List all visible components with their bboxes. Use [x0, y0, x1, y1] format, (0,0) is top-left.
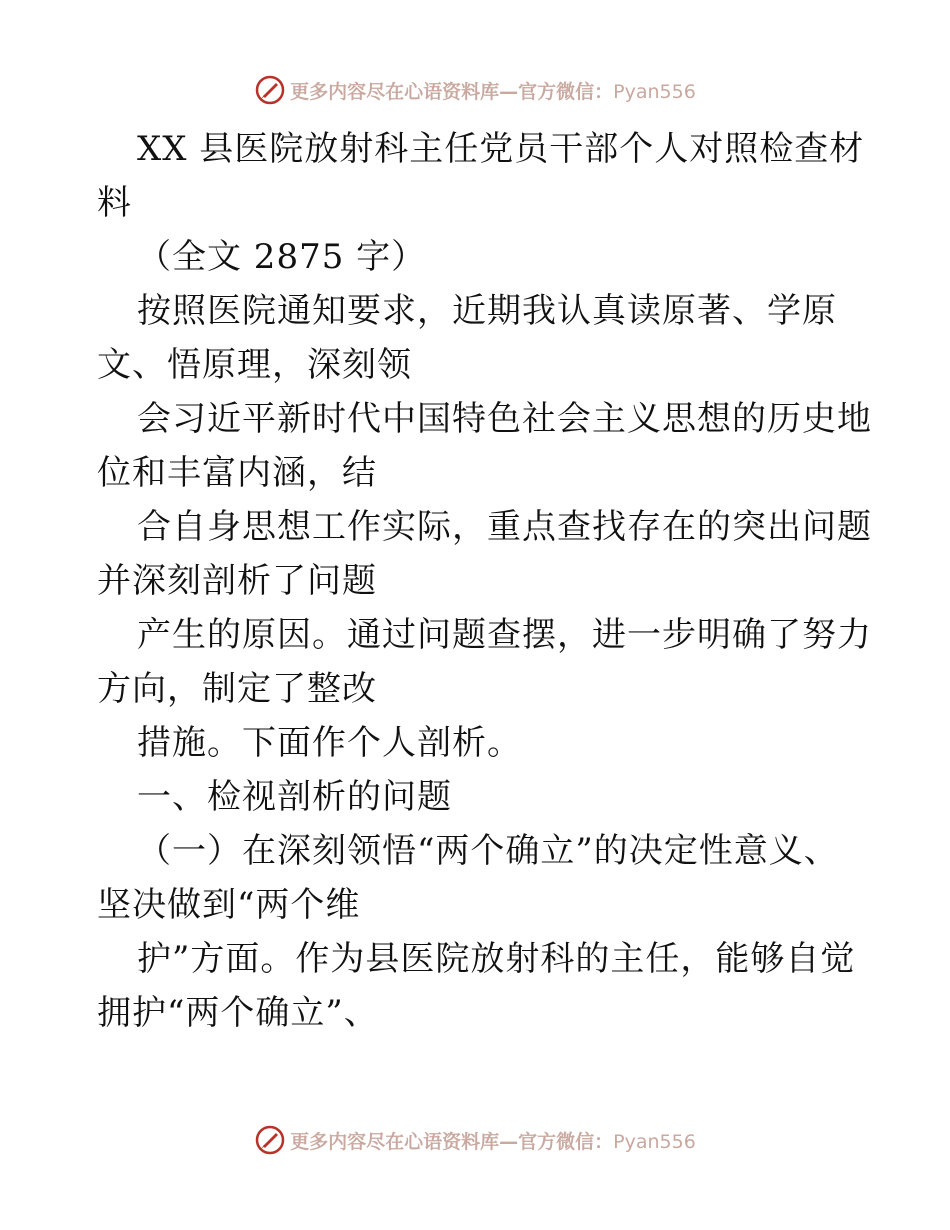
document-line: 位和丰富内涵，结	[97, 453, 377, 493]
document-line: 按照医院通知要求，近期我认真读原著、学原	[137, 291, 837, 331]
document-line: （全文 2875 字）	[137, 237, 427, 277]
header-watermark	[0, 70, 950, 110]
document-line: 文、悟原理，深刻领	[97, 345, 412, 385]
document-line: 措施。下面作个人剖析。	[137, 723, 522, 763]
watermark-text: 更多内容尽在心语资料库—官方微信：	[290, 1130, 614, 1153]
document-line: （一）在深刻领悟“两个确立”的决定性意义、	[137, 831, 839, 871]
quill-pen-logo-icon	[254, 1124, 286, 1156]
document-line: 产生的原因。通过问题查摆，进一步明确了努力	[137, 615, 872, 655]
document-line: 合自身思想工作实际，重点查找存在的突出问题	[137, 507, 872, 547]
document-line: 拥护“两个确立”、	[97, 993, 379, 1033]
document-line: XX 县医院放射科主任党员干部个人对照检查材	[137, 129, 865, 169]
document-body	[97, 122, 872, 1040]
wechat-id: Pyan556	[613, 1130, 696, 1153]
document-line: 并深刻剖析了问题	[97, 561, 377, 601]
footer-watermark	[0, 1120, 950, 1160]
document-line: 方向，制定了整改	[97, 669, 377, 709]
document-line: 护”方面。作为县医院放射科的主任，能够自觉	[137, 939, 856, 979]
document-line: 会习近平新时代中国特色社会主义思想的历史地	[137, 399, 872, 439]
document-line: 料	[97, 183, 132, 223]
wechat-id: Pyan556	[613, 80, 696, 103]
document-line: 坚决做到“两个维	[97, 885, 361, 925]
watermark-text: 更多内容尽在心语资料库—官方微信：	[290, 80, 614, 103]
document-line: 一、检视剖析的问题	[137, 777, 452, 817]
quill-pen-logo-icon	[254, 74, 286, 106]
